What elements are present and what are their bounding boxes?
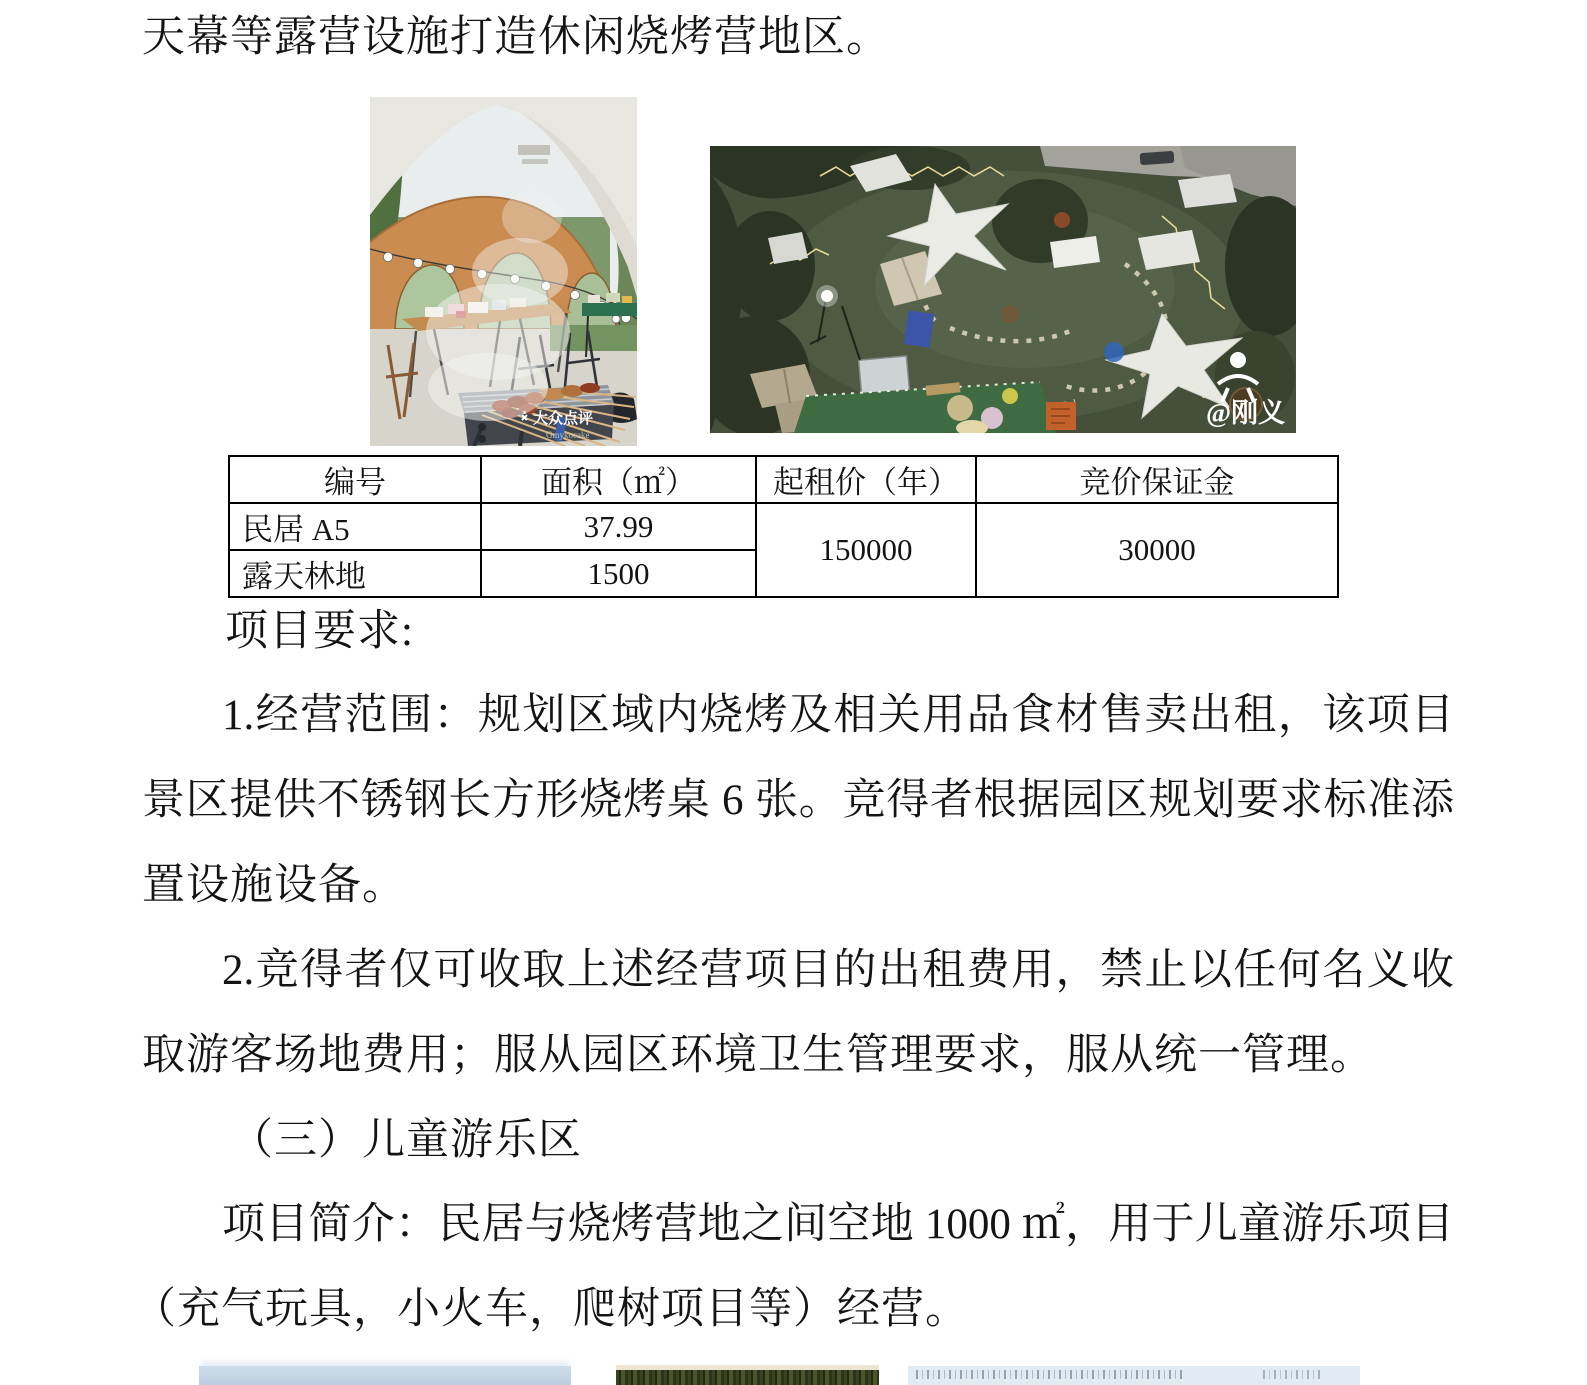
pricing-table [228, 455, 1339, 598]
requirements-title: 项目要求: [225, 608, 414, 655]
requirement-2-line-1: 2.竞得者仅可收取上述经营项目的出租费用，禁止以任何名义收 [222, 947, 1454, 994]
cell-id-1: 民居 A5 [229, 503, 481, 550]
requirement-1-line-1: 1.经营范围：规划区域内烧烤及相关用品食材售卖出租，该项目 [222, 692, 1454, 739]
cell-deposit-merged: 30000 [976, 503, 1338, 597]
section-heading-children-area: （三）儿童游乐区 [230, 1117, 582, 1164]
projector-screen [859, 356, 910, 394]
intro-2-line-2: （充气玩具，小火车，爬树项目等）经营。 [133, 1286, 969, 1333]
blue-pool [1104, 342, 1124, 362]
tent-bbq-photo [370, 97, 637, 446]
intro-2-line-1: 项目简介：民居与烧烤营地之间空地 1000 ㎡，用于儿童游乐项目 [222, 1201, 1454, 1248]
planter-3 [1001, 305, 1019, 323]
cell-rent-merged: 150000 [756, 503, 976, 597]
aerial-campsite-art [710, 146, 1296, 433]
cell-id-2: 露天林地 [229, 550, 481, 597]
blue-tarp [904, 310, 934, 347]
cutoff-photo-sky [199, 1366, 571, 1385]
header-area: 面积（㎡） [481, 456, 756, 503]
cell-area-1: 37.99 [481, 503, 756, 550]
green-table [582, 303, 637, 316]
tent-logo-mark-2 [522, 159, 548, 164]
planter-2 [1054, 212, 1070, 228]
cell-area-2: 1500 [481, 550, 756, 597]
aerial-campsite-photo [710, 146, 1296, 433]
header-id: 编号 [229, 456, 481, 503]
table-row [229, 503, 1338, 550]
watermark-subtext: Gmykocake [546, 430, 590, 440]
tent-bbq-photo-art [370, 97, 637, 446]
table-header-row [229, 456, 1338, 503]
cutoff-photo-marks [916, 1370, 1186, 1379]
requirement-1-line-2: 景区提供不锈钢长方形烧烤桌 6 张。竞得者根据园区规划要求标准添 [142, 777, 1454, 824]
watermark-text: 大众点评 [533, 411, 594, 427]
requirement-2-line-2: 取游客场地费用；服从园区环境卫生管理要求，服从统一管理。 [142, 1032, 1374, 1079]
tent-logo-mark [518, 145, 550, 155]
flood-light-glow [816, 285, 838, 307]
requirement-1-line-3: 置设施设备。 [142, 862, 406, 909]
cutoff-photo-pale [908, 1366, 1360, 1385]
cutoff-photo-marks [1263, 1370, 1323, 1379]
intro-paragraph-line: 天幕等露营设施打造休闲烧烤营地区。 [142, 14, 890, 61]
cutoff-photo-trees [616, 1365, 879, 1385]
header-deposit: 竞价保证金 [976, 456, 1338, 503]
header-rent: 起租价（年） [756, 456, 976, 503]
watermark-text: @刚义 [1206, 398, 1286, 428]
parked-car [1140, 151, 1175, 165]
